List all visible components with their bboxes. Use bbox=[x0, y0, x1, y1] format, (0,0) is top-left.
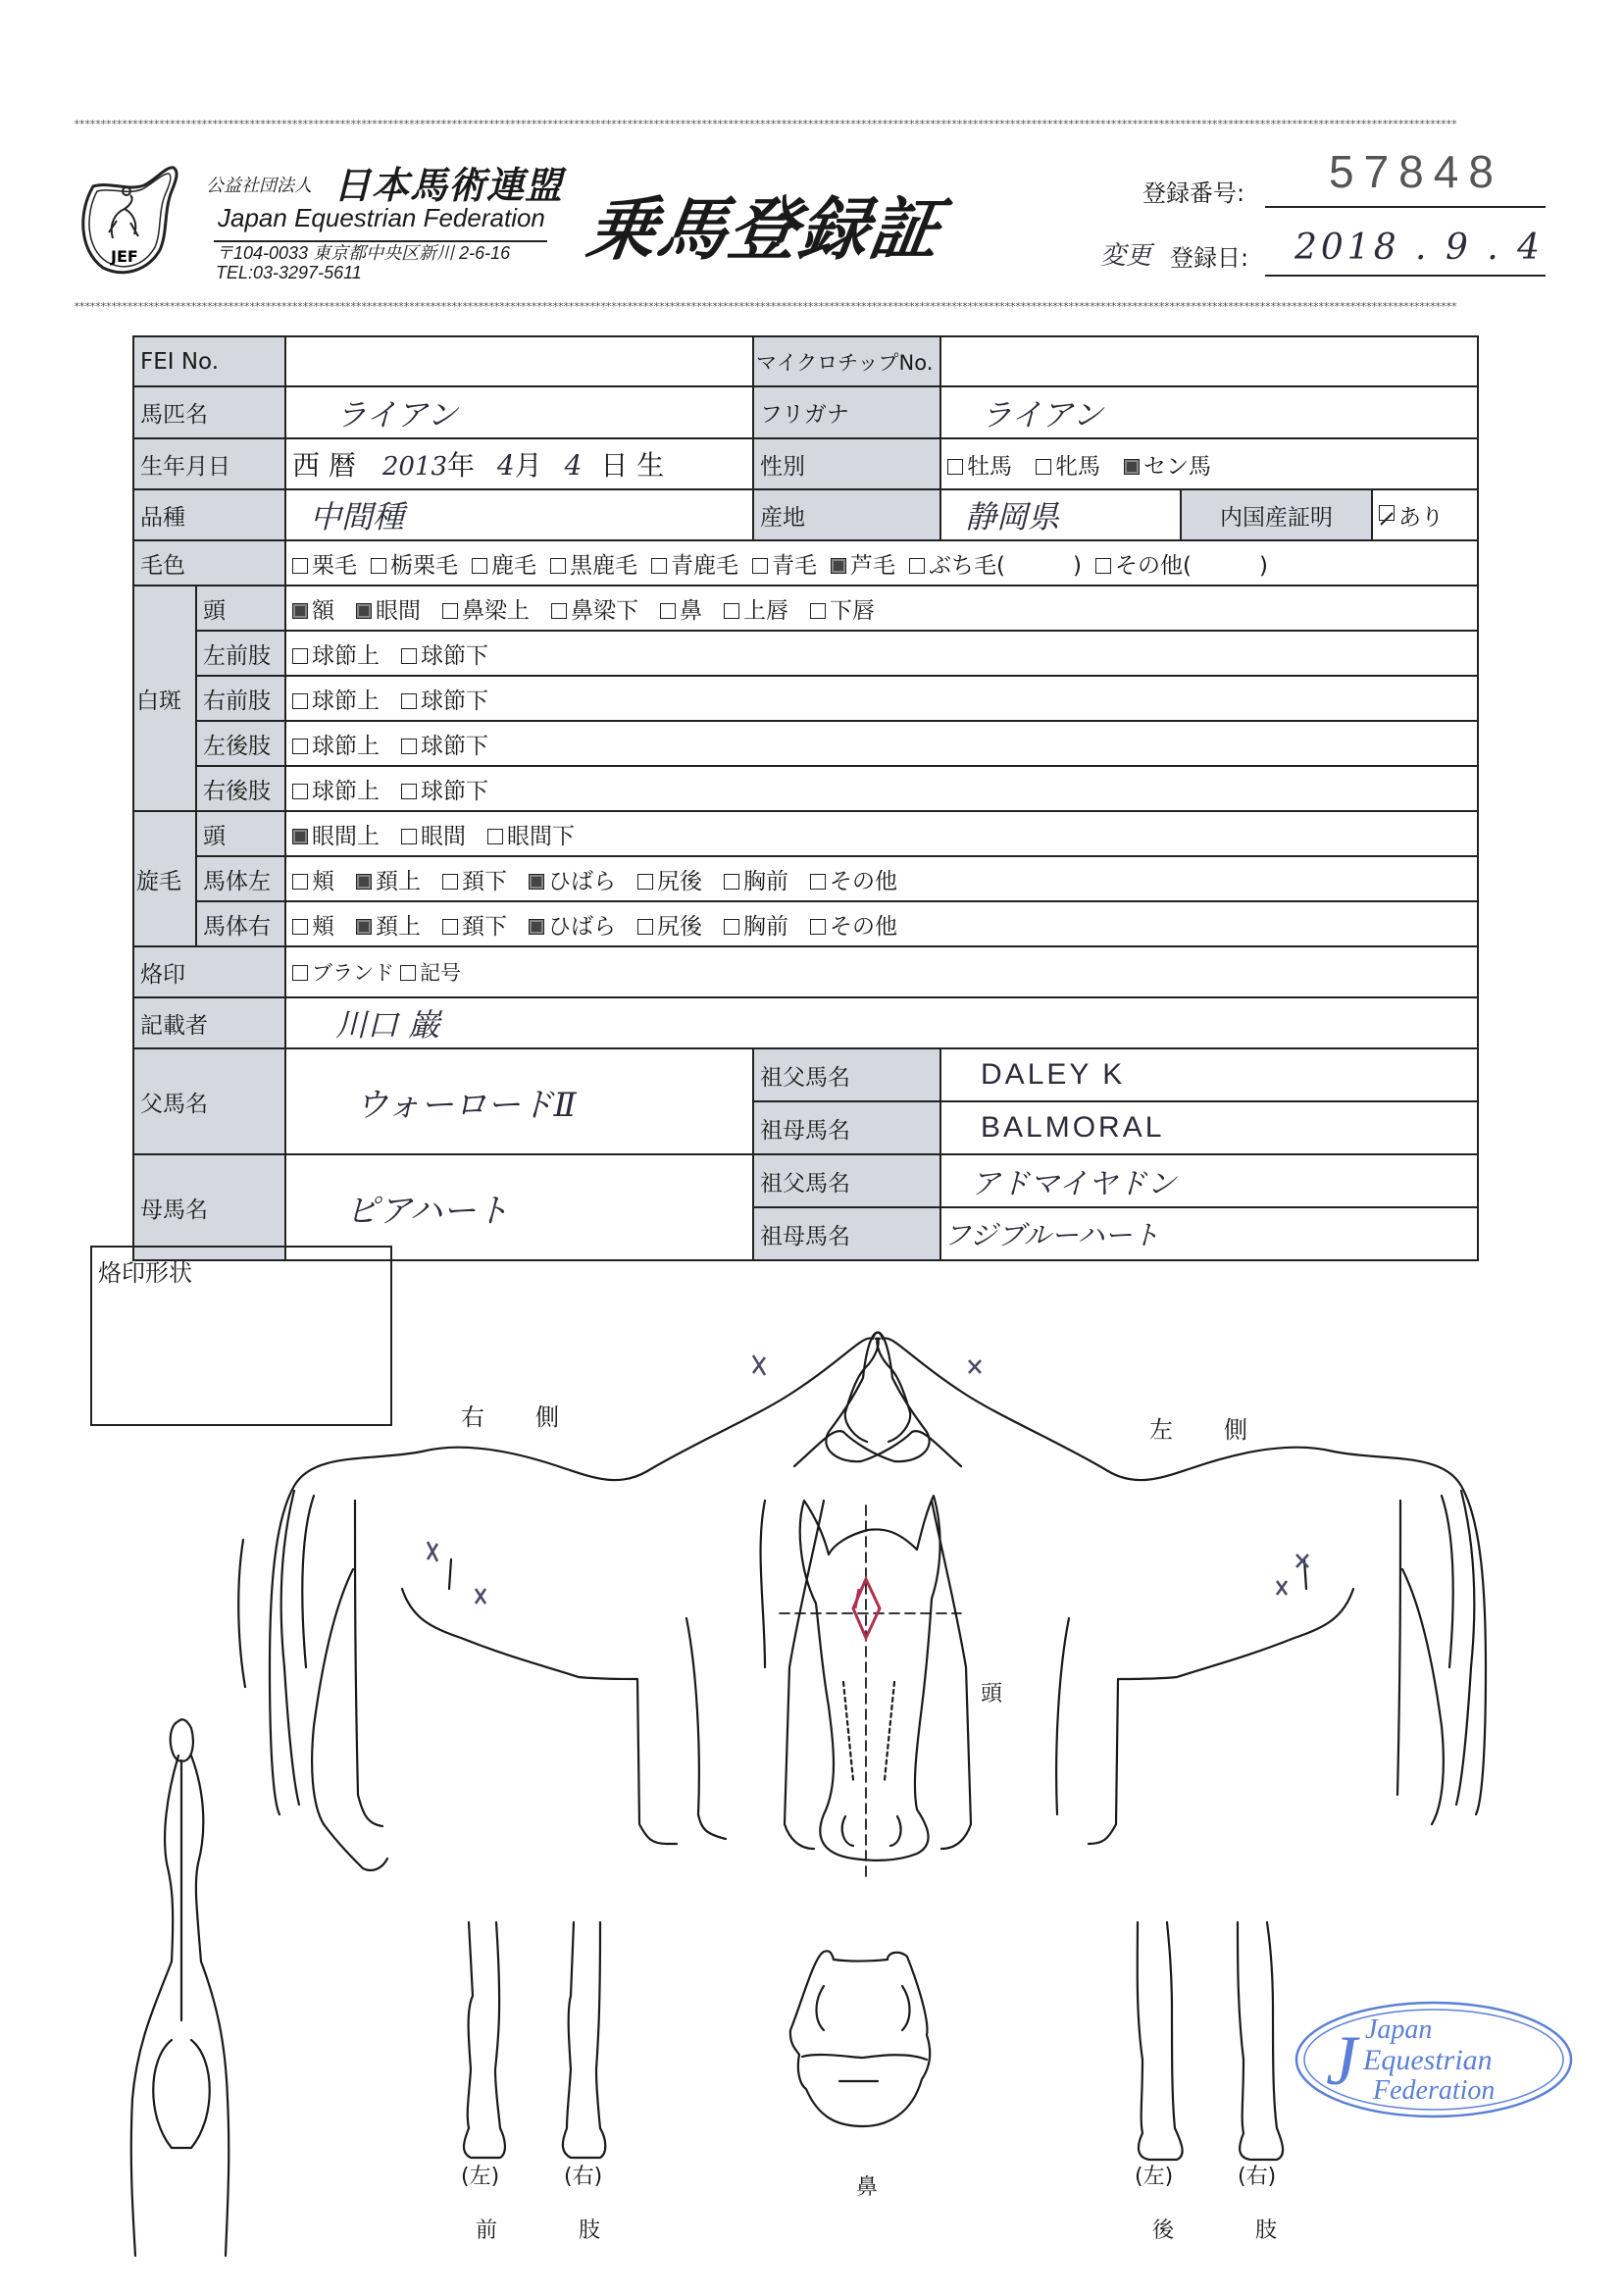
nose-label: 鼻 bbox=[856, 2175, 879, 2200]
empty-box-icon[interactable] bbox=[810, 874, 826, 890]
option-label: 鼻梁上 bbox=[462, 597, 531, 624]
nose-view-outline bbox=[790, 1951, 930, 2126]
forehead-star-marking bbox=[853, 1579, 880, 1638]
white-mark-options bbox=[285, 586, 1478, 631]
empty-box-icon[interactable] bbox=[292, 919, 308, 935]
checkbox-option[interactable] bbox=[400, 957, 461, 987]
empty-box-icon[interactable] bbox=[292, 739, 308, 754]
empty-box-icon[interactable] bbox=[810, 919, 826, 935]
checkbox-option[interactable] bbox=[1124, 448, 1211, 481]
birthdate-label: 生年月日 bbox=[133, 438, 285, 489]
brand-shape-box[interactable] bbox=[90, 1246, 392, 1426]
white-mark-options bbox=[285, 766, 1478, 811]
option-label: 球節下 bbox=[421, 642, 489, 669]
white-mark-options bbox=[285, 721, 1478, 766]
empty-box-icon[interactable] bbox=[637, 874, 653, 890]
birth-year-unit: 年 bbox=[447, 449, 476, 482]
checked-box-icon[interactable] bbox=[529, 874, 544, 890]
coat-options bbox=[285, 540, 1478, 586]
jef-logo-icon bbox=[74, 152, 181, 280]
reg-date-underline bbox=[1265, 275, 1546, 277]
birth-era: 西 暦 bbox=[292, 449, 356, 482]
whorls-label: 旋毛 bbox=[133, 811, 196, 946]
empty-box-icon[interactable] bbox=[1036, 459, 1051, 475]
checkbox-option[interactable] bbox=[292, 957, 394, 987]
option-label: 黒鹿毛 bbox=[570, 552, 638, 579]
checkbox-option[interactable] bbox=[550, 547, 637, 580]
rear-view-outline bbox=[131, 1719, 229, 2256]
option-label: 球節下 bbox=[421, 733, 489, 759]
org-name-jp: 日本馬術連盟 bbox=[333, 164, 564, 207]
checkbox-option[interactable] bbox=[356, 592, 421, 625]
dam-field[interactable]: ピアハート bbox=[285, 1154, 753, 1260]
jef-seal-stamp bbox=[1287, 1991, 1581, 2128]
checkbox-option[interactable] bbox=[1095, 547, 1268, 580]
svg-text:Japan: Japan bbox=[1365, 2014, 1433, 2045]
option-label: 球節下 bbox=[421, 778, 489, 804]
option-label: その他 bbox=[830, 868, 898, 894]
fore-caption-2: 肢 bbox=[579, 2218, 601, 2243]
domestic-cert-text: あり bbox=[1398, 504, 1445, 531]
option-label: 頚上 bbox=[376, 868, 422, 894]
option-label: 鹿毛 bbox=[491, 552, 537, 579]
document-title: 乗馬登録証 bbox=[582, 189, 946, 270]
hind-caption-1: 後 bbox=[1152, 2218, 1175, 2243]
check-slash-icon bbox=[1380, 512, 1394, 526]
checked-box-icon[interactable] bbox=[1124, 459, 1140, 475]
brand-label: 烙印 bbox=[133, 946, 285, 997]
fei-no-label: FEI No. bbox=[133, 336, 285, 386]
whorl-part: 馬体右 bbox=[196, 901, 285, 946]
sex-label: 性別 bbox=[753, 438, 940, 489]
checkbox-option[interactable] bbox=[401, 637, 488, 670]
checkbox-option[interactable] bbox=[529, 908, 616, 941]
checkbox-option[interactable] bbox=[292, 818, 380, 850]
checkbox-option[interactable] bbox=[810, 863, 897, 895]
sire-label: 父馬名 bbox=[133, 1048, 285, 1154]
checkbox-option[interactable] bbox=[292, 683, 380, 715]
checked-box-icon[interactable] bbox=[356, 919, 372, 935]
microchip-label: マイクロチップNo. bbox=[753, 336, 940, 386]
brand-options bbox=[285, 946, 1478, 997]
option-label: 下唇 bbox=[830, 597, 876, 624]
change-note: 変更 bbox=[1100, 241, 1152, 271]
checkbox-option[interactable] bbox=[442, 863, 507, 895]
option-label: 青鹿毛 bbox=[671, 552, 739, 579]
checkbox-option[interactable] bbox=[637, 908, 702, 941]
option-label: 眼間下 bbox=[507, 823, 576, 849]
white-mark-part: 右後肢 bbox=[196, 766, 285, 811]
checkbox-option[interactable] bbox=[401, 728, 488, 760]
checked-box-icon[interactable] bbox=[529, 919, 544, 935]
dam-granddam-field[interactable]: フジブルーハート bbox=[940, 1207, 1478, 1260]
whorl-options bbox=[285, 901, 1478, 946]
option-label: 球節上 bbox=[312, 688, 381, 714]
option-label: 胸前 bbox=[743, 913, 789, 940]
checkbox-option[interactable] bbox=[292, 728, 380, 760]
empty-box-icon[interactable] bbox=[1095, 558, 1111, 574]
reg-date-value: 2018 . 9 . 4 bbox=[1294, 228, 1545, 268]
empty-box-icon[interactable] bbox=[637, 919, 653, 935]
recorder-label: 記載者 bbox=[133, 997, 285, 1048]
option-label: 眼間上 bbox=[312, 823, 381, 849]
option-label: 尻後 bbox=[657, 913, 703, 940]
option-label: 頚下 bbox=[462, 868, 508, 894]
tel-text: TEL:03-3297-5611 bbox=[216, 263, 362, 282]
empty-box-icon[interactable] bbox=[292, 965, 308, 981]
checked-box-icon[interactable] bbox=[831, 558, 846, 574]
checkbox-option[interactable] bbox=[292, 547, 357, 580]
horse-name-label: 馬匹名 bbox=[133, 386, 285, 438]
checkbox-option[interactable] bbox=[724, 863, 788, 895]
checkbox-option[interactable] bbox=[292, 773, 380, 805]
empty-box-icon[interactable] bbox=[442, 919, 458, 935]
empty-box-icon[interactable] bbox=[810, 603, 826, 619]
option-label: ぶち毛( ) bbox=[929, 552, 1082, 579]
front-head-outline bbox=[780, 1496, 961, 1878]
empty-box-icon[interactable] bbox=[292, 784, 308, 799]
checkbox-option[interactable] bbox=[292, 637, 380, 670]
empty-box-icon[interactable] bbox=[401, 829, 417, 844]
hind-right-label: (右) bbox=[1238, 2165, 1277, 2189]
checkbox-option[interactable] bbox=[551, 592, 638, 625]
checkbox-option[interactable] bbox=[724, 908, 788, 941]
fore-left-label: (左) bbox=[461, 2165, 500, 2189]
option-label: 眼間 bbox=[376, 597, 422, 624]
checked-box-icon[interactable] bbox=[356, 603, 372, 619]
checkbox-option[interactable] bbox=[810, 908, 897, 941]
sire-granddam-field[interactable]: BALMORAL bbox=[940, 1101, 1478, 1154]
org-divider bbox=[214, 240, 547, 242]
empty-box-icon[interactable] bbox=[724, 874, 739, 890]
option-label: 頬 bbox=[312, 913, 335, 940]
empty-box-icon[interactable] bbox=[442, 874, 458, 890]
checkbox-option[interactable] bbox=[442, 908, 507, 941]
bottom-divider: ******************************************************************************************************************************************************************************************************************************************************************** bbox=[74, 302, 1456, 312]
furigana-field[interactable]: ライアン bbox=[940, 386, 1478, 438]
reg-date-label: 登録日: bbox=[1170, 244, 1249, 272]
option-label: 栃栗毛 bbox=[390, 552, 459, 579]
birth-month-unit: 月 bbox=[514, 449, 542, 482]
empty-box-icon[interactable] bbox=[472, 558, 487, 574]
white-mark-options bbox=[285, 676, 1478, 721]
empty-box-icon[interactable] bbox=[292, 558, 308, 574]
address-text: 〒104-0033 東京都中央区新川 2-6-16 bbox=[216, 243, 511, 263]
checkbox-option[interactable] bbox=[371, 547, 458, 580]
domestic-cert-label: 内国産証明 bbox=[1181, 489, 1372, 540]
dam-grandsire-field[interactable]: アドマイヤドン bbox=[940, 1154, 1478, 1207]
head-label: 頭 bbox=[981, 1682, 1003, 1707]
fore-right-label: (右) bbox=[564, 2165, 603, 2189]
whorl-marks bbox=[428, 1355, 1308, 1604]
option-label: 球節上 bbox=[312, 642, 381, 669]
dam-granddam-label: 祖母馬名 bbox=[753, 1207, 940, 1260]
white-mark-part: 頭 bbox=[196, 586, 285, 631]
empty-box-icon[interactable] bbox=[292, 648, 308, 664]
checkbox-option[interactable] bbox=[442, 592, 530, 625]
option-label: 頬 bbox=[312, 868, 335, 894]
org-name-en: Japan Equestrian Federation bbox=[218, 203, 545, 232]
option-label: 頚上 bbox=[376, 913, 422, 940]
domestic-cert-checkbox[interactable] bbox=[1379, 505, 1395, 521]
breed-field[interactable]: 中間種 bbox=[285, 489, 753, 540]
white-mark-options bbox=[285, 631, 1478, 676]
checkbox-option[interactable] bbox=[292, 592, 334, 625]
option-label: 眼間 bbox=[421, 823, 467, 849]
hind-caption-2: 肢 bbox=[1255, 2218, 1278, 2243]
option-label: その他 bbox=[830, 913, 898, 940]
horse-name-field[interactable]: ライアン bbox=[285, 386, 753, 438]
checkbox-option[interactable] bbox=[752, 547, 817, 580]
microchip-field[interactable] bbox=[940, 336, 1478, 386]
reg-no-label: 登録番号: bbox=[1142, 179, 1245, 207]
recorder-field[interactable]: 川口 巌 bbox=[285, 997, 1478, 1048]
sire-granddam-label: 祖母馬名 bbox=[753, 1101, 940, 1154]
left-side-label: 左側 bbox=[1149, 1416, 1298, 1444]
reg-no-underline bbox=[1265, 206, 1546, 208]
breed-label: 品種 bbox=[133, 489, 285, 540]
origin-field[interactable]: 静岡県 bbox=[940, 489, 1181, 540]
whorl-part: 馬体左 bbox=[196, 856, 285, 901]
checkbox-option[interactable] bbox=[292, 863, 334, 895]
empty-box-icon[interactable] bbox=[401, 693, 417, 709]
checkbox-option[interactable] bbox=[292, 908, 334, 941]
checkbox-option[interactable] bbox=[660, 592, 702, 625]
option-label: ブランド bbox=[312, 961, 395, 985]
option-label: その他( ) bbox=[1114, 552, 1268, 579]
empty-box-icon[interactable] bbox=[724, 603, 739, 619]
fore-caption-1: 前 bbox=[476, 2218, 498, 2243]
right-side-label: 右側 bbox=[461, 1403, 610, 1431]
checkbox-option[interactable] bbox=[909, 547, 1082, 580]
birthdate-field[interactable] bbox=[285, 438, 753, 489]
checked-box-icon[interactable] bbox=[292, 829, 308, 844]
whorl-options bbox=[285, 811, 1478, 856]
option-label: 芦毛 bbox=[850, 552, 896, 579]
checked-box-icon[interactable] bbox=[356, 874, 372, 890]
svg-text:Federation: Federation bbox=[1373, 2075, 1496, 2106]
empty-box-icon[interactable] bbox=[400, 965, 416, 981]
empty-box-icon[interactable] bbox=[947, 459, 963, 475]
svg-text:J: J bbox=[1326, 2021, 1357, 2100]
dam-label: 母馬名 bbox=[133, 1154, 285, 1260]
option-label: 牝馬 bbox=[1055, 453, 1101, 480]
birth-month: 4 bbox=[496, 449, 515, 482]
option-label: 青毛 bbox=[772, 552, 818, 579]
fei-no-field[interactable] bbox=[285, 336, 753, 386]
white-marks-label: 白斑 bbox=[133, 586, 196, 811]
top-divider: ******************************************************************************************************************************************************************************************************************************************************************** bbox=[74, 120, 1456, 129]
coat-label: 毛色 bbox=[133, 540, 285, 586]
registration-form bbox=[132, 335, 1479, 1261]
checkbox-option[interactable] bbox=[810, 592, 875, 625]
checkbox-option[interactable] bbox=[401, 818, 466, 850]
empty-box-icon[interactable] bbox=[752, 558, 768, 574]
checkbox-option[interactable] bbox=[831, 547, 895, 580]
empty-box-icon[interactable] bbox=[551, 603, 567, 619]
checkbox-option[interactable] bbox=[472, 547, 536, 580]
org-prefix: 公益社団法人 bbox=[206, 176, 312, 196]
white-mark-part: 左前肢 bbox=[196, 631, 285, 676]
checkbox-option[interactable] bbox=[401, 773, 488, 805]
dam-grandsire-label: 祖父馬名 bbox=[753, 1154, 940, 1207]
option-label: 記号 bbox=[420, 961, 462, 985]
furigana-label: フリガナ bbox=[753, 386, 940, 438]
option-label: 球節上 bbox=[312, 733, 381, 759]
reg-no-value: 57848 bbox=[1329, 146, 1503, 197]
org-address bbox=[216, 243, 510, 282]
empty-box-icon[interactable] bbox=[292, 693, 308, 709]
fore-legs-outline bbox=[464, 1922, 605, 2158]
option-label: セン馬 bbox=[1143, 453, 1212, 480]
origin-label: 産地 bbox=[753, 489, 940, 540]
checkbox-option[interactable] bbox=[356, 908, 421, 941]
option-label: 牡馬 bbox=[967, 453, 1013, 480]
empty-box-icon[interactable] bbox=[550, 558, 566, 574]
white-mark-part: 右前肢 bbox=[196, 676, 285, 721]
checkbox-option[interactable] bbox=[651, 547, 738, 580]
white-mark-part: 左後肢 bbox=[196, 721, 285, 766]
checkbox-option[interactable] bbox=[529, 863, 616, 895]
hind-legs-outline bbox=[1138, 1922, 1283, 2160]
option-label: 球節下 bbox=[421, 688, 489, 714]
option-label: ひばら bbox=[548, 913, 617, 940]
empty-box-icon[interactable] bbox=[292, 874, 308, 890]
sex-options bbox=[940, 438, 1478, 489]
sire-grandsire-field[interactable]: DALEY K bbox=[940, 1048, 1478, 1101]
svg-text:Equestrian: Equestrian bbox=[1363, 2044, 1493, 2076]
empty-box-icon[interactable] bbox=[660, 603, 676, 619]
checkbox-option[interactable] bbox=[947, 448, 1012, 481]
birth-year: 2013 bbox=[381, 452, 447, 482]
empty-box-icon[interactable] bbox=[909, 558, 925, 574]
empty-box-icon[interactable] bbox=[651, 558, 667, 574]
empty-box-icon[interactable] bbox=[401, 648, 417, 664]
checkbox-option[interactable] bbox=[401, 683, 488, 715]
checkbox-option[interactable] bbox=[487, 818, 575, 850]
sire-grandsire-label: 祖父馬名 bbox=[753, 1048, 940, 1101]
checked-box-icon[interactable] bbox=[292, 603, 308, 619]
svg-text:JEF: JEF bbox=[111, 247, 138, 266]
hind-left-label: (左) bbox=[1135, 2165, 1174, 2189]
option-label: ひばら bbox=[548, 868, 617, 894]
whorl-part: 頭 bbox=[196, 811, 285, 856]
empty-box-icon[interactable] bbox=[487, 829, 503, 844]
checkbox-option[interactable] bbox=[1036, 448, 1100, 481]
checkbox-option[interactable] bbox=[637, 863, 702, 895]
whorl-options bbox=[285, 856, 1478, 901]
sire-field[interactable]: ウォーロードⅡ bbox=[285, 1048, 753, 1154]
option-label: 額 bbox=[312, 597, 335, 624]
option-label: 鼻 bbox=[680, 597, 703, 624]
empty-box-icon[interactable] bbox=[724, 919, 739, 935]
domestic-cert-option[interactable] bbox=[1372, 489, 1478, 540]
option-label: 球節上 bbox=[312, 778, 381, 804]
option-label: 胸前 bbox=[743, 868, 789, 894]
option-label: 鼻梁下 bbox=[571, 597, 639, 624]
option-label: 栗毛 bbox=[312, 552, 358, 579]
empty-box-icon[interactable] bbox=[401, 784, 417, 799]
checkbox-option[interactable] bbox=[724, 592, 788, 625]
option-label: 頚下 bbox=[462, 913, 508, 940]
option-label: 上唇 bbox=[743, 597, 789, 624]
birth-day: 4 bbox=[564, 449, 583, 482]
empty-box-icon[interactable] bbox=[442, 603, 458, 619]
brand-shape-label: 烙印形状 bbox=[98, 1259, 192, 1287]
empty-box-icon[interactable] bbox=[401, 739, 417, 754]
empty-box-icon[interactable] bbox=[371, 558, 386, 574]
checkbox-option[interactable] bbox=[356, 863, 421, 895]
option-label: 尻後 bbox=[657, 868, 703, 894]
birth-day-unit: 日 生 bbox=[600, 449, 665, 482]
